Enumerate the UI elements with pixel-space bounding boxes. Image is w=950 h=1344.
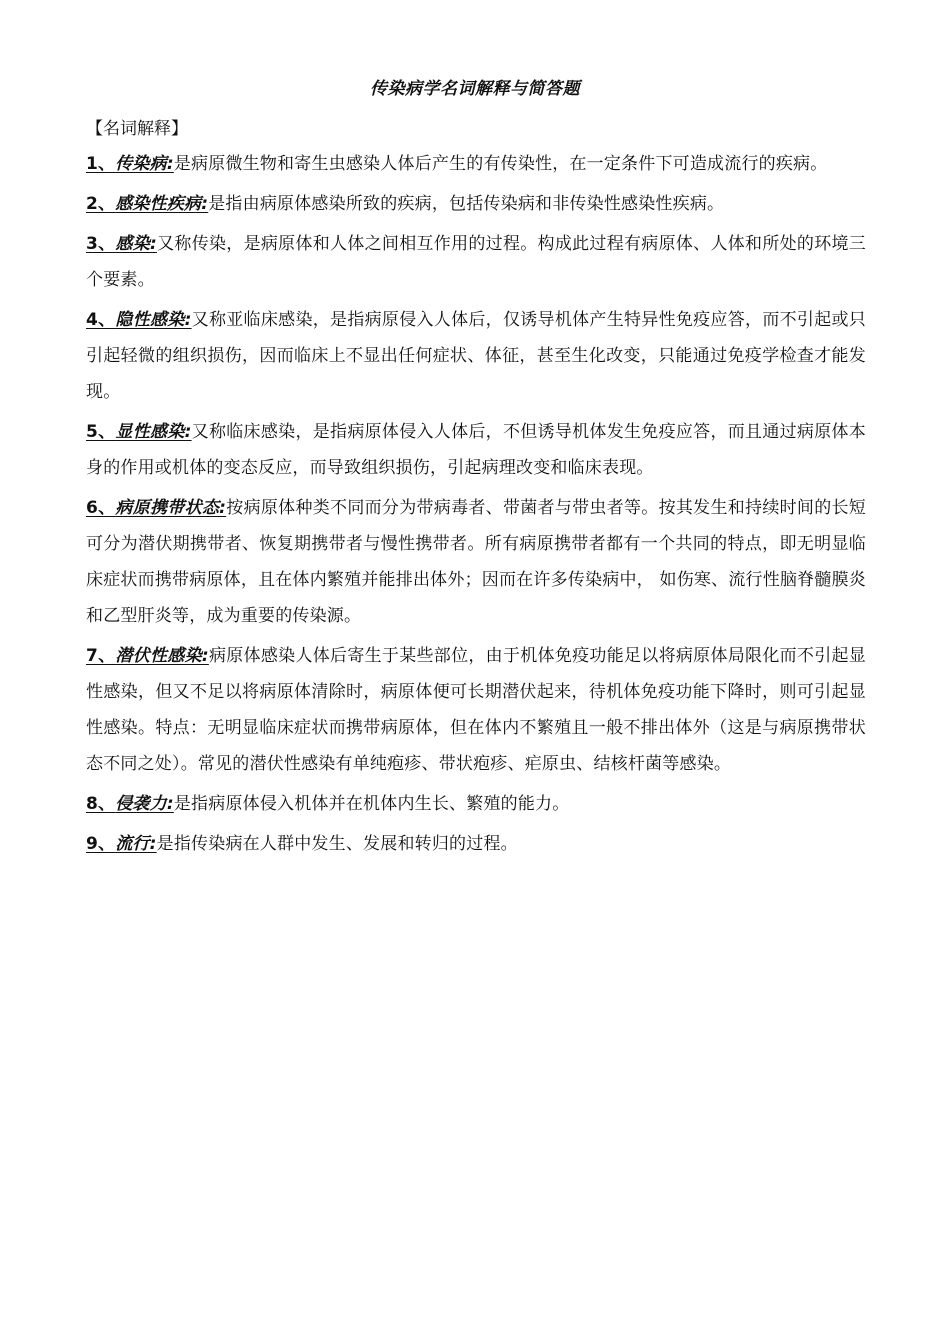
term-item (86, 414, 866, 486)
term-heading (86, 310, 192, 330)
term-name: 显性感染: (115, 422, 192, 442)
term-number: 9、 (86, 834, 116, 854)
term-item (86, 826, 866, 862)
term-number: 5、 (86, 422, 116, 442)
term-name: 感染: (115, 234, 158, 254)
section-header: 【名词解释】 (86, 119, 188, 139)
term-number: 8、 (86, 794, 116, 814)
term-list (86, 146, 866, 866)
term-name: 侵袭力: (115, 794, 174, 814)
term-number: 7、 (86, 646, 116, 666)
document-title: 传染病学名词解释与简答题 (370, 79, 580, 99)
term-item (86, 638, 866, 782)
term-name: 隐性感染: (115, 310, 192, 330)
term-name: 病原携带状态: (115, 498, 227, 518)
term-heading (86, 194, 208, 214)
term-number: 4、 (86, 310, 116, 330)
term-number: 1、 (86, 154, 116, 174)
term-item (86, 146, 866, 182)
term-definition: 病原体感染人体后寄生于某些部位，由于机体免疫功能足以将病原体局限化而不引起显性感染，但又不足以将病原体清除时，病原体便可长期潜伏起来，待机体免疫功能下降时，则可引起显性感染。特点：无明显临床症状而携带病原体，但在体内不繁殖且一般不排出体外（这是与病原携带状态不同之处）。常见的潜伏性感染有单纯疱疹、带状疱疹、疟原虫、结核杆菌等感染。 (86, 646, 866, 774)
term-definition: 又称临床感染，是指病原体侵入人体后，不但诱导机体发生免疫应答，而且通过病原体本身的作用或机体的变态反应，而导致组织损伤，引起病理改变和临床表现。 (86, 422, 866, 478)
term-heading (86, 154, 174, 174)
term-name: 感染性疾病: (115, 194, 209, 214)
term-heading (86, 834, 157, 854)
term-definition: 是病原微生物和寄生虫感染人体后产生的有传染性，在一定条件下可造成流行的疾病。 (173, 154, 828, 174)
term-definition: 是指病原体侵入机体并在机体内生长、繁殖的能力。 (173, 794, 570, 814)
term-item (86, 786, 866, 822)
term-number: 6、 (86, 498, 116, 518)
term-definition: 是指由病原体感染所致的疾病，包括传染病和非传染性感染性疾病。 (208, 194, 725, 214)
term-heading (86, 498, 226, 518)
term-item (86, 226, 866, 298)
term-definition: 又称传染，是病原体和人体之间相互作用的过程。构成此过程有病原体、人体和所处的环境三个要素。 (86, 234, 867, 290)
term-number: 2、 (86, 194, 116, 214)
term-item (86, 186, 866, 222)
term-definition: 按病原体种类不同而分为带病毒者、带菌者与带虫者等。按其发生和持续时间的长短可分为潜伏期携带者、恢复期携带者与慢性携带者。所有病原携带者都有一个共同的特点，即无明显临床症状而携带病原体，且在体内繁殖并能排出体外；因而在许多传染病中， 如伤寒、流行性脑脊髓膜炎和乙型肝炎等，成为重要的传染源。 (86, 498, 867, 626)
term-name: 潜伏性感染: (115, 646, 209, 666)
term-heading (86, 234, 157, 254)
term-definition: 是指传染病在人群中发生、发展和转归的过程。 (156, 834, 518, 854)
term-item (86, 302, 866, 410)
term-name: 传染病: (115, 154, 174, 174)
term-name: 流行: (115, 834, 157, 854)
term-heading (86, 646, 209, 666)
term-heading (86, 422, 192, 442)
term-number: 3、 (86, 234, 116, 254)
term-definition: 又称亚临床感染，是指病原侵入人体后，仅诱导机体产生特异性免疫应答，而不引起或只引起轻微的组织损伤，因而临床上不显出任何症状、体征，甚至生化改变，只能通过免疫学检查才能发现。 (86, 310, 866, 402)
term-heading (86, 794, 174, 814)
term-item (86, 490, 866, 634)
